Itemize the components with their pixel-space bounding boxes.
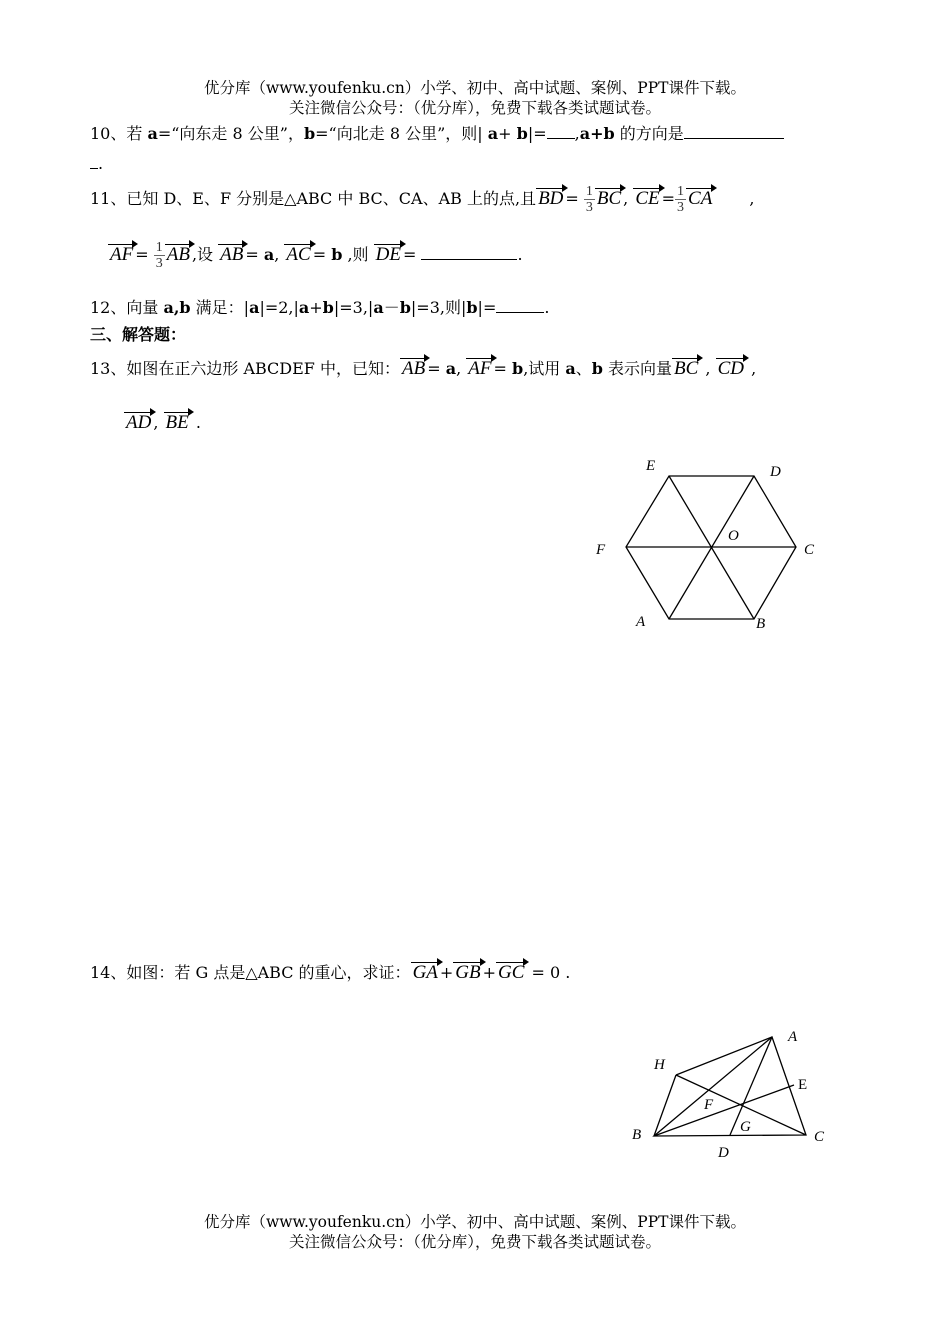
answer-blank [684, 122, 784, 139]
question-11-continued: AF = $\frac{1}{3}$ AB ,设 AB = a, AC = b ,则 DE = . [110, 240, 523, 271]
answer-blank [547, 122, 575, 139]
triangle-label-c: C [814, 1129, 825, 1145]
footer-line-2: 关注微信公众号：（优分库），免费下载各类试题试卷。 [288, 1233, 661, 1251]
header-line-1: 优分库（www.youfenku.cn）小学、初中、高中试题、案例、PPT课件下载。 [203, 79, 747, 97]
vector-ad: AD [126, 412, 152, 433]
vector-cd: CD [717, 358, 744, 379]
hexagon-label-a: A [636, 614, 646, 630]
vector-ga: GA [412, 962, 438, 983]
vector-de: DE [375, 244, 401, 265]
question-11: 11、已知 D、E、F 分别是△ABC 中 BC、CA、AB 上的点,且 BD = $\frac{1}{3}$ BC , CE = $\frac{1}{3}$ CA , [90, 184, 755, 215]
vector-ab: AB [402, 358, 426, 379]
vector-af: AF [468, 358, 492, 379]
vector-be: BE [165, 412, 189, 433]
vector-af: AF [110, 244, 134, 265]
hexagon-label-o: O [728, 528, 739, 544]
vector-ab: AB [220, 244, 244, 265]
triangle-label-d: D [718, 1145, 729, 1161]
fraction-one-third: $\frac{1}{3}$ [677, 184, 685, 215]
vector-bd: BD [538, 188, 564, 209]
hexagon-label-f: F [596, 542, 606, 558]
vector-ca: CA [688, 188, 713, 209]
triangle-label-e: E [798, 1077, 808, 1093]
hexagon-label-b: B [756, 616, 766, 632]
vector-ce: CE [635, 188, 660, 209]
vector-ab: AB [166, 244, 190, 265]
triangle-label-a: A [788, 1029, 798, 1045]
hexagon-label-c: C [804, 542, 815, 558]
fraction-one-third: $\frac{1}{3}$ [585, 184, 593, 215]
vector-ac: AC [286, 244, 311, 265]
question-13: 13、如图在正六边形 ABCDEF 中，已知： AB = a, AF = b,试用 a、b 表示向量 BC , CD , [90, 358, 757, 379]
question-14: 14、如图：若 G 点是△ABC 的重心，求证： GA + GB + GC = 0 . [90, 962, 571, 983]
footer-line-1: 优分库（www.youfenku.cn）小学、初中、高中试题、案例、PPT课件下载。 [203, 1213, 747, 1231]
question-12: 12、向量 a,b 满足：|a|=2,|a+b|=3,|a－b|=3,则|b|= . [90, 298, 550, 317]
vector-bc: BC [596, 188, 622, 209]
hexagon-label-e: E [646, 458, 656, 474]
triangle-label-b: B [632, 1127, 642, 1143]
answer-blank [421, 243, 517, 260]
question-13-continued: AD , BE . [126, 412, 201, 433]
question-10: 10、若 a=“向东走 8 公里”，b=“向北走 8 公里”，则| a+ b|= ,a+b 的方向是 [90, 122, 784, 145]
hexagon-diagram [590, 450, 830, 640]
triangle-label-g: G [740, 1119, 751, 1135]
vector-bc: BC [674, 358, 699, 379]
answer-blank [496, 296, 544, 313]
triangle-label-f: F [704, 1097, 714, 1113]
answer-blank [90, 152, 98, 169]
hexagon-label-d: D [770, 464, 781, 480]
vector-gc: GC [498, 962, 525, 983]
section-heading: 三、解答题： [90, 325, 187, 344]
question-10-continued: . [90, 152, 103, 175]
triangle-label-h: H [654, 1057, 665, 1073]
triangle-diagram [628, 1025, 838, 1165]
fraction-one-third: $\frac{1}{3}$ [155, 240, 163, 271]
header-line-2: 关注微信公众号：（优分库），免费下载各类试题试卷。 [288, 99, 661, 117]
vector-gb: GB [455, 962, 481, 983]
